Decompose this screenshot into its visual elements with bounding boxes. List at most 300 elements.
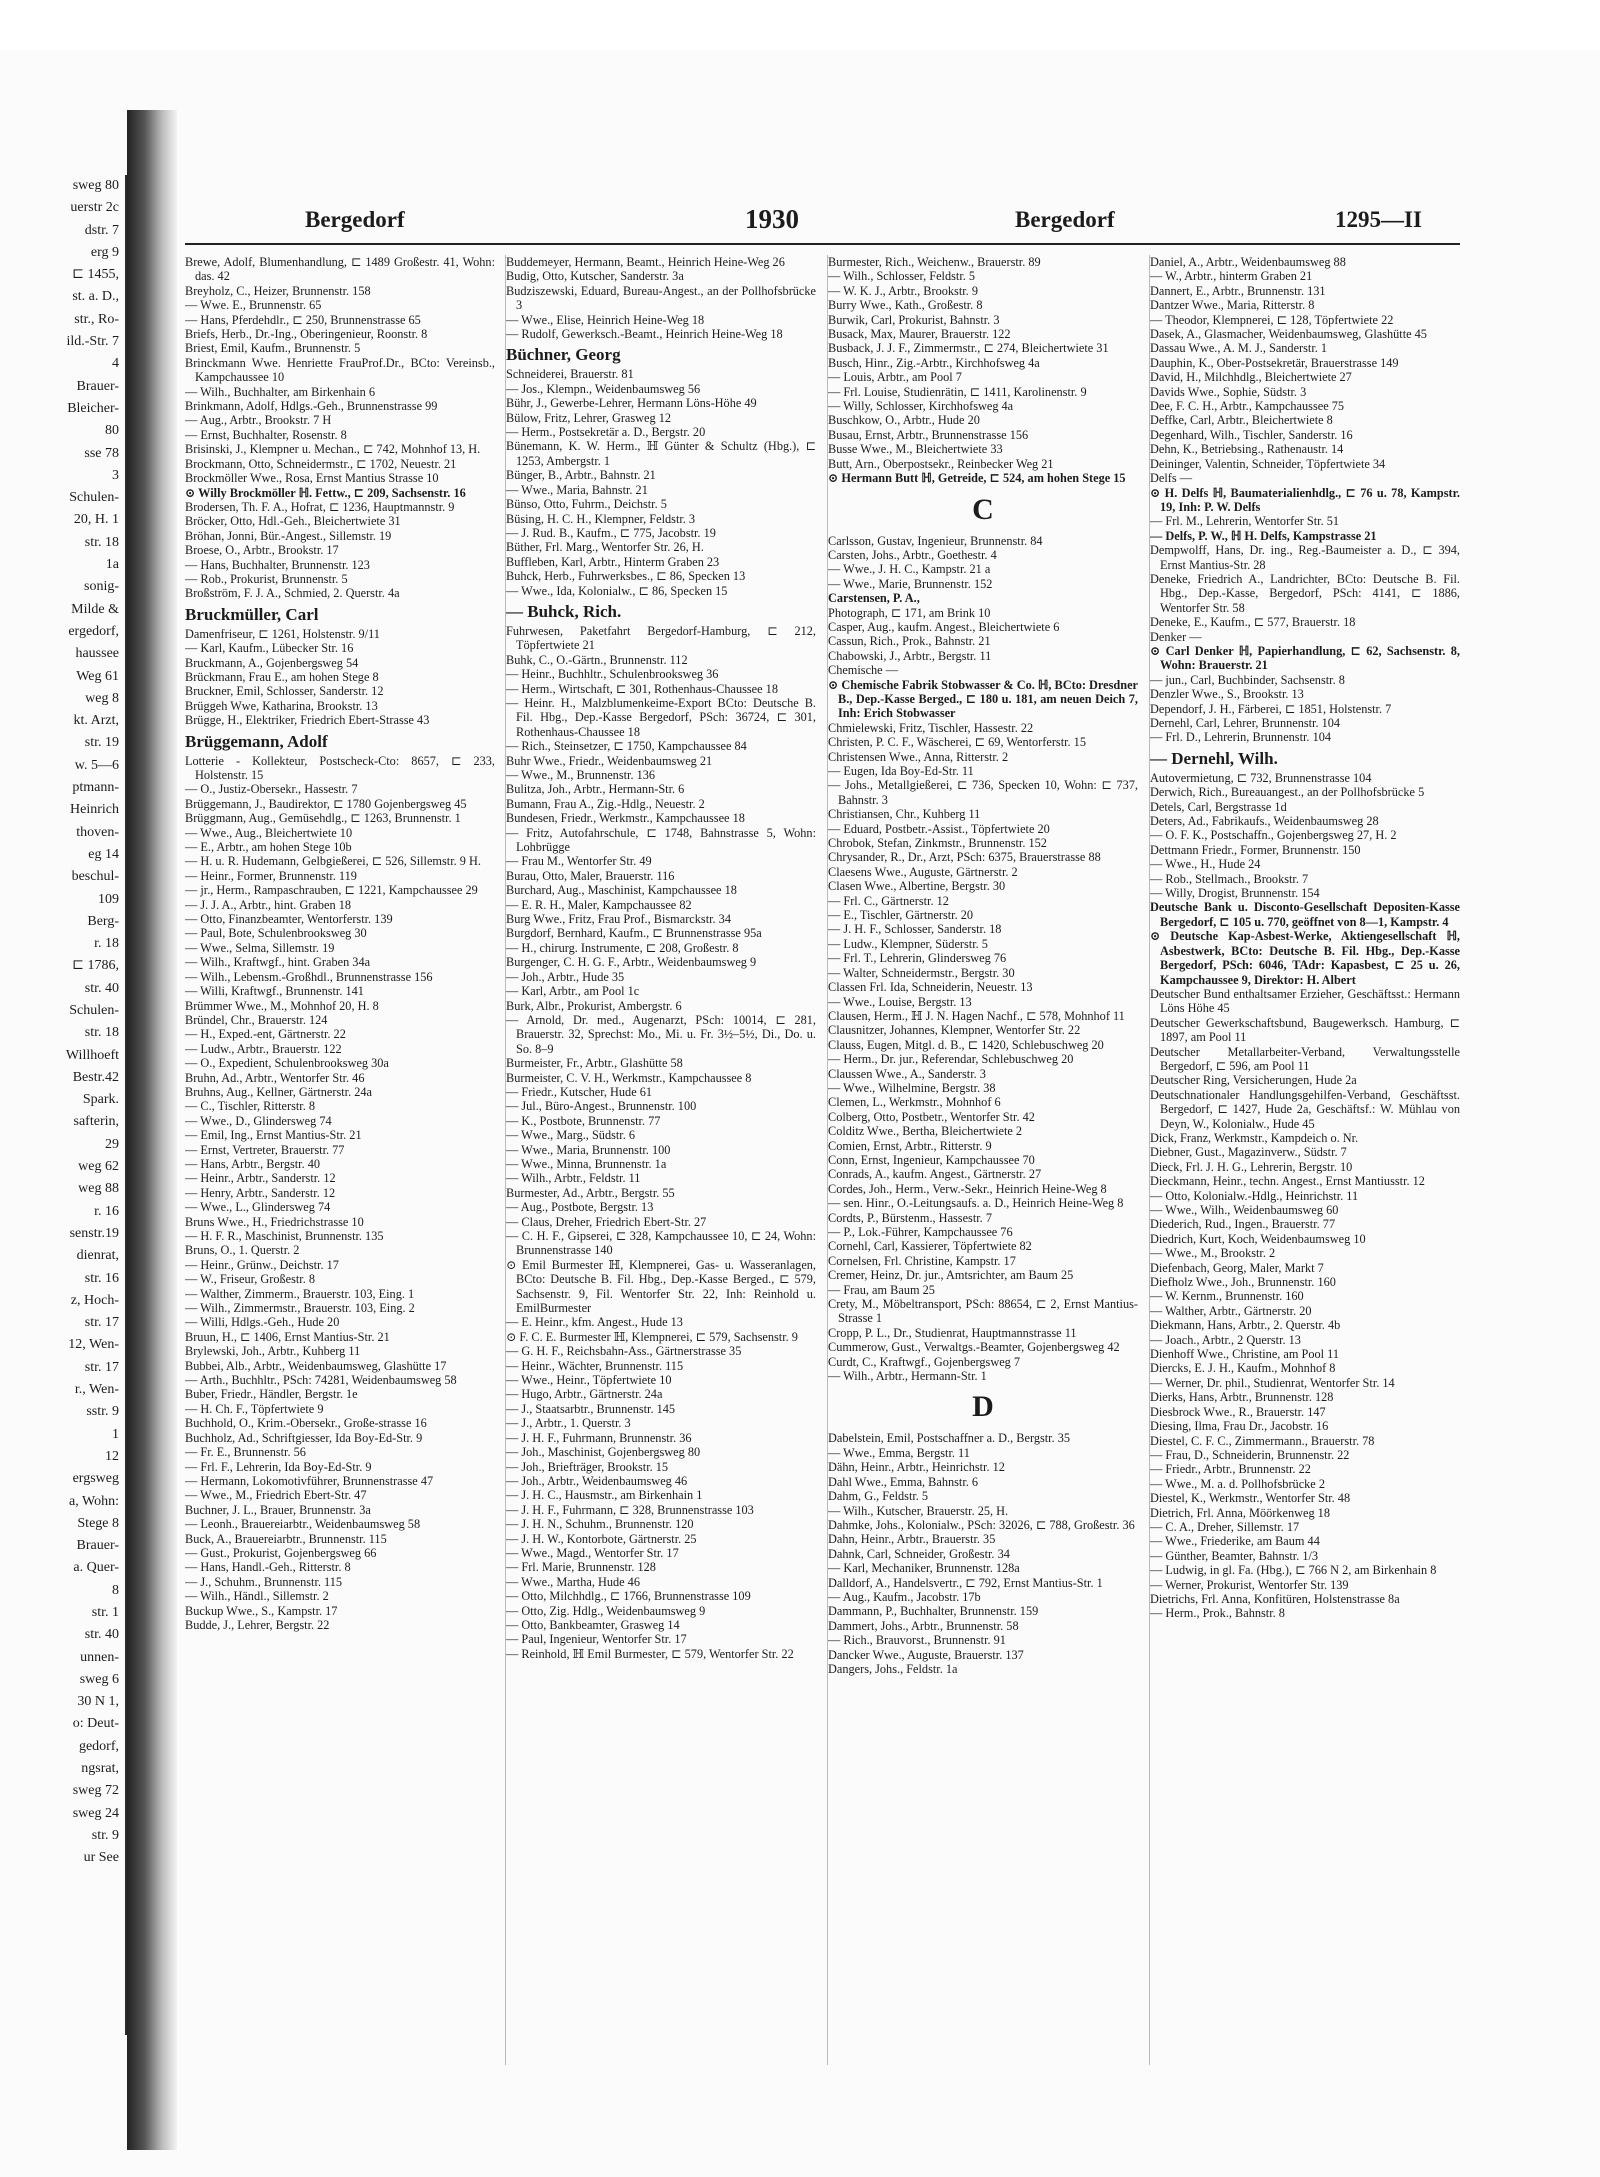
directory-column-3 bbox=[827, 255, 1138, 2065]
directory-entry: Bühr, J., Gewerbe-Lehrer, Hermann Löns-Höhe 49 bbox=[506, 396, 757, 411]
directory-entry: Brinkmann, Adolf, Hdlgs.-Geh., Brunnenstrasse 99 bbox=[185, 399, 438, 414]
directory-entry: Buhk, C., O.-Gärtn., Brunnenstr. 112 bbox=[506, 652, 688, 667]
directory-entry: — Willy, Drogist, Brunnenstr. 154 bbox=[1150, 886, 1320, 901]
directory-entry: Broßström, F. J. A., Schmied, 2. Querstr. 4a bbox=[185, 586, 400, 601]
display-entry-name: — Buhck, Rich. bbox=[506, 601, 622, 621]
directory-entry: Breyholz, C., Heizer, Brunnenstr. 158 bbox=[185, 283, 371, 298]
margin-fragment: gedorf, bbox=[78, 1738, 119, 1754]
margin-fragment: senstr.19 bbox=[69, 1225, 119, 1241]
directory-entry: — H. Ch. F., Töpfertwiete 9 bbox=[185, 1401, 324, 1416]
directory-entry: — Frl. Marie, Brunnenstr. 128 bbox=[506, 1560, 656, 1575]
directory-entry: — Rich., Steinsetzer, ⊏ 1750, Kampchaussee 84 bbox=[506, 739, 747, 754]
directory-entry: Chabowski, J., Arbtr., Bergstr. 11 bbox=[828, 648, 992, 663]
directory-entry: Deters, Ad., Fabrikaufs., Weidenbaumsweg 28 bbox=[1150, 814, 1379, 829]
directory-entry: — O., Expedient, Schulenbrooksweg 30a bbox=[185, 1056, 389, 1071]
directory-entry: Delfs — bbox=[1150, 471, 1193, 486]
directory-entry: — Wwe., Magd., Wentorfer Str. 17 bbox=[506, 1545, 679, 1560]
directory-entry: Busback, J. J. F., Zimmermstr., ⊏ 274, Bleichertwiete 31 bbox=[828, 341, 1109, 356]
directory-entry: — Fr. E., Brunnenstr. 56 bbox=[185, 1445, 306, 1460]
directory-entry: Conn, Ernst, Ingenieur, Kampchaussee 70 bbox=[828, 1152, 1035, 1167]
directory-entry: Bünemann, K. W. Herm., ℍ Günter & Schultz (Hbg.), ⊏ 1253, Ambergstr. 1 bbox=[506, 439, 816, 468]
directory-entry: — Frl. F., Lehrerin, Ida Boy-Ed-Str. 9 bbox=[185, 1459, 372, 1474]
directory-entry: Bünger, B., Arbtr., Bahnstr. 21 bbox=[506, 468, 656, 483]
directory-entry: ⊙ Hermann Butt ℍ, Getreide, ⊏ 524, am hohen Stege 15 bbox=[828, 471, 1126, 486]
directory-entry: Diekmann, Hans, Arbtr., 2. Querstr. 4b bbox=[1150, 1318, 1341, 1333]
directory-entry: Burmeister, Fr., Arbtr., Glashütte 58 bbox=[506, 1056, 683, 1071]
directory-entry: Colditz Wwe., Bertha, Bleichertwiete 2 bbox=[828, 1124, 1023, 1139]
directory-entry: Buber, Friedr., Händler, Bergstr. 1e bbox=[185, 1387, 358, 1402]
directory-entry: — C., Tischler, Ritterstr. 8 bbox=[185, 1099, 316, 1114]
directory-entry: — W. Kernm., Brunnenstr. 160 bbox=[1150, 1289, 1304, 1304]
directory-entry: Dauphin, K., Ober-Postsekretär, Brauerstrasse 149 bbox=[1150, 355, 1399, 370]
margin-fragment: Brauer- bbox=[76, 378, 119, 394]
directory-entry: — C. A., Dreher, Sillemstr. 17 bbox=[1150, 1519, 1300, 1534]
directory-entry: Burgenger, C. H. G. F., Arbtr., Weidenbaumsweg 9 bbox=[506, 955, 757, 970]
directory-entry: Brüggmann, Aug., Gemüsehdlg., ⊏ 1263, Brunnenstr. 1 bbox=[185, 811, 461, 826]
directory-entry: Dantzer Wwe., Maria, Ritterstr. 8 bbox=[1150, 298, 1315, 313]
directory-entry: — Otto, Zig. Hdlg., Weidenbaumsweg 9 bbox=[506, 1603, 706, 1618]
directory-entry: ⊙ H. Delfs ℍ, Baumaterialienhdlg., ⊏ 76 u. 78, Kampstr. 19, Inh: P. W. Delfs bbox=[1150, 485, 1460, 514]
margin-fragment: kt. Arzt, bbox=[73, 713, 119, 729]
directory-entry: ⊙ Chemische Fabrik Stobwasser & Co. ℍ, BCto: Dresdner B., Dep.-Kasse Berged., ⊏ 180 u. 181, am neuen Deich 7, Inh: Erich Stobwasser bbox=[828, 677, 1138, 721]
directory-entry: Autovermietung, ⊏ 732, Brunnenstrasse 104 bbox=[1150, 770, 1372, 785]
directory-entry: Buchholz, Ad., Schriftgiesser, Ida Boy-Ed-Str. 9 bbox=[185, 1430, 423, 1445]
directory-entry: Brisinski, J., Klempner u. Mechan., ⊏ 742, Mohnhof 13, H. bbox=[185, 442, 481, 457]
directory-entry: — Eugen, Ida Boy-Ed-Str. 11 bbox=[828, 764, 974, 778]
directory-entry: Clasen Wwe., Albertine, Bergstr. 30 bbox=[828, 879, 1006, 894]
directory-entry: Burmester, Ad., Arbtr., Bergstr. 55 bbox=[506, 1185, 675, 1200]
book-gutter bbox=[127, 110, 177, 2150]
margin-fragment: ergedorf, bbox=[68, 623, 119, 639]
header-place-left: Bergedorf bbox=[305, 207, 405, 232]
directory-entry: Briest, Emil, Kaufm., Brunnenstr. 5 bbox=[185, 341, 361, 356]
margin-fragment: Schulen- bbox=[69, 1002, 119, 1018]
directory-entry: Chrysander, R., Dr., Arzt, PSch: 6375, Brauerstrasse 88 bbox=[828, 850, 1101, 865]
directory-entry: — Henry, Arbtr., Sanderstr. 12 bbox=[185, 1185, 336, 1200]
section-letter: C bbox=[972, 492, 994, 526]
margin-fragment: 4 bbox=[112, 356, 119, 372]
directory-entry: — Wwe., Marie, Brunnenstr. 152 bbox=[828, 576, 993, 591]
directory-entry: — Karl, Arbtr., am Pool 1c bbox=[506, 984, 640, 999]
directory-entry: Dabelstein, Emil, Postschaffner a. D., Bergstr. 35 bbox=[828, 1431, 1071, 1446]
directory-entry: — Wilh., Schlosser, Feldstr. 5 bbox=[828, 269, 976, 284]
margin-fragment: ur See bbox=[83, 1850, 119, 1866]
directory-entry: — Werner, Dr. phil., Studienrat, Wentorfer Str. 14 bbox=[1150, 1375, 1395, 1390]
directory-entry: — sen. Hinr., O.-Leitungsaufs. a. D., Heinrich Heine-Weg 8 bbox=[828, 1196, 1124, 1211]
directory-entry: Dasek, A., Glasmacher, Weidenbaumsweg, Glashütte 45 bbox=[1150, 327, 1427, 342]
directory-entry: — W. K. J., Arbtr., Brookstr. 9 bbox=[828, 283, 978, 298]
directory-entry: Christiansen, Chr., Kuhberg 11 bbox=[828, 807, 981, 822]
directory-entry: Carlsson, Gustav, Ingenieur, Brunnenstr. 84 bbox=[828, 533, 1043, 548]
directory-entry: — J. H. F., Fuhrmann, ⊏ 328, Brunnenstrasse 103 bbox=[506, 1502, 754, 1517]
directory-entry: Dammann, P., Buchhalter, Brunnenstr. 159 bbox=[828, 1604, 1039, 1619]
margin-fragment: Weg 61 bbox=[76, 668, 119, 684]
directory-entry: Buckup Wwe., S., Kampstr. 17 bbox=[185, 1603, 338, 1618]
directory-entry: — Joh., Arbtr., Weidenbaumsweg 46 bbox=[506, 1473, 688, 1488]
directory-entry: Lotterie - Kollekteur, Postscheck-Cto: 8657, ⊏ 233, Holstenstr. 15 bbox=[185, 753, 495, 782]
directory-entry: — Heinr., Buchhltr., Schulenbrooksweg 36 bbox=[506, 667, 719, 682]
display-entry-name: — Dernehl, Wilh. bbox=[1150, 748, 1278, 768]
directory-entry: Burau, Otto, Maler, Brauerstr. 116 bbox=[506, 868, 675, 883]
directory-entry: — Wilh., Arbtr., Feldstr. 11 bbox=[506, 1171, 641, 1186]
directory-entry: — Walter, Schneidermstr., Bergstr. 30 bbox=[828, 965, 1015, 980]
directory-entry: Dancker Wwe., Auguste, Brauerstr. 137 bbox=[828, 1647, 1024, 1662]
margin-fragment: sonig- bbox=[84, 579, 119, 595]
directory-entry: Bruhns, Aug., Kellner, Gärtnerstr. 24a bbox=[185, 1084, 372, 1099]
margin-fragment: Bestr.42 bbox=[72, 1069, 119, 1085]
directory-entry: — Wwe., Maria, Brunnenstr. 100 bbox=[506, 1142, 671, 1157]
directory-entry: — Rob., Prokurist, Brunnenstr. 5 bbox=[185, 571, 348, 586]
directory-entry: — H., chirurg. Instrumente, ⊏ 208, Großestr. 8 bbox=[506, 940, 739, 955]
directory-entry: — Joh., Arbtr., Hude 35 bbox=[506, 969, 625, 984]
directory-entry: — Ludw., Arbtr., Brauerstr. 122 bbox=[185, 1041, 342, 1056]
margin-fragment: str. 1 bbox=[91, 1605, 119, 1620]
directory-entry: — Hermann, Lokomotivführer, Brunnenstrasse 47 bbox=[185, 1473, 434, 1488]
margin-fragment: ild.-Str. 7 bbox=[66, 334, 119, 350]
margin-fragment: 109 bbox=[98, 891, 119, 907]
directory-entry: Clausnitzer, Johannes, Klempner, Wentorfer Str. 22 bbox=[828, 1023, 1081, 1038]
directory-entry: Bundesen, Friedr., Werkmstr., Kampchaussee 18 bbox=[506, 811, 745, 826]
directory-entry: Bröhan, Jonni, Bür.-Angest., Sillemstr. 19 bbox=[185, 528, 392, 543]
margin-fragment: str. 40 bbox=[84, 980, 119, 996]
directory-entry: — Ludw., Klempner, Süderstr. 5 bbox=[828, 936, 988, 951]
directory-entry: — Wilh., Kraftwgf., hint. Graben 34a bbox=[185, 955, 371, 970]
margin-fragment: uerstr 2c bbox=[70, 200, 119, 216]
directory-entry: Bruns, O., 1. Querstr. 2 bbox=[185, 1243, 300, 1258]
directory-entry: — Reinhold, ℍ Emil Burmester, ⊏ 579, Wentorfer Str. 22 bbox=[506, 1646, 794, 1661]
directory-entry: — Ludwig, in gl. Fa. (Hbg.), ⊏ 766 N 2, am Birkenhain 8 bbox=[1150, 1563, 1437, 1578]
margin-fragment: ptmann- bbox=[72, 780, 119, 796]
directory-entry: Bülow, Fritz, Lehrer, Grasweg 12 bbox=[506, 410, 672, 425]
directory-entry: Diederich, Rud., Ingen., Brauerstr. 77 bbox=[1150, 1217, 1336, 1232]
directory-entry: Bründel, Chr., Brauerstr. 124 bbox=[185, 1012, 328, 1027]
directory-entry: Chrobok, Stefan, Zinkmstr., Brunnenstr. 152 bbox=[828, 836, 1047, 851]
margin-fragment: 30 N 1, bbox=[77, 1694, 119, 1710]
directory-entry: Bubbei, Alb., Arbtr., Weidenbaumsweg, Glashütte 17 bbox=[185, 1358, 447, 1373]
directory-entry: — Otto, Milchhdlg., ⊏ 1766, Brunnenstrasse 109 bbox=[506, 1589, 751, 1604]
directory-entry: — E., Tischler, Gärtnerstr. 20 bbox=[828, 908, 974, 923]
margin-fragment: Berg- bbox=[87, 913, 119, 929]
directory-entry: — Wwe., M., Brunnenstr. 136 bbox=[506, 768, 656, 782]
directory-entry: — Leonh., Brauereiarbtr., Weidenbaumsweg 58 bbox=[185, 1517, 421, 1532]
directory-entry: — Wwe., Wilh., Weidenbaumsweg 60 bbox=[1150, 1203, 1339, 1217]
directory-entry: Daniel, A., Arbtr., Weidenbaumsweg 88 bbox=[1150, 255, 1346, 269]
directory-entry: Diesbrock Wwe., R., Brauerstr. 147 bbox=[1150, 1404, 1326, 1419]
directory-entry: Briefs, Herb., Dr.-Ing., Oberingenieur, Roonstr. 8 bbox=[185, 327, 428, 342]
directory-entry: Christen, P. C. F., Wäscherei, ⊏ 69, Wentorferstr. 15 bbox=[828, 735, 1086, 750]
directory-entry: Bulitza, Joh., Arbtr., Hermann-Str. 6 bbox=[506, 782, 685, 797]
margin-fragment: a. Quer- bbox=[73, 1560, 119, 1576]
directory-entry: — Johs., Metallgießerei, ⊏ 736, Specken 10, Wohn: ⊏ 737, Bahnstr. 3 bbox=[828, 778, 1138, 807]
directory-entry: Cordes, Joh., Herm., Verw.-Sekr., Heinrich Heine-Weg 8 bbox=[828, 1181, 1107, 1196]
margin-fragment: haussee bbox=[75, 646, 119, 662]
directory-entry: — Emil, Ing., Ernst Mantius-Str. 21 bbox=[185, 1128, 362, 1143]
margin-fragment: 29 bbox=[105, 1136, 119, 1152]
margin-fragment: Schulen- bbox=[69, 490, 119, 506]
directory-entry: — Willy, Schlosser, Kirchhofsweg 4a bbox=[828, 399, 1014, 414]
header-year: 1930 bbox=[745, 204, 799, 234]
directory-entry: Burmester, Rich., Weichenw., Brauerstr. 89 bbox=[828, 255, 1041, 269]
directory-entry: — Otto, Bankbeamter, Grasweg 14 bbox=[506, 1617, 680, 1632]
margin-fragment: str. 18 bbox=[84, 534, 119, 550]
directory-entry: Burmeister, C. V. H., Werkmstr., Kampchaussee 8 bbox=[506, 1070, 752, 1085]
margin-fragment: unnen- bbox=[80, 1649, 119, 1665]
directory-entry: Dienhoff Wwe., Christine, am Pool 11 bbox=[1150, 1347, 1339, 1362]
directory-entry: Broese, O., Arbtr., Brookstr. 17 bbox=[185, 543, 339, 558]
margin-fragment: 12 bbox=[105, 1448, 119, 1464]
directory-entry: — W., Friseur, Großestr. 8 bbox=[185, 1272, 315, 1287]
directory-entry: — Heinr., Grünw., Deichstr. 17 bbox=[185, 1257, 339, 1272]
directory-entry: Brockmöller Wwe., Rosa, Ernst Mantius Strasse 10 bbox=[185, 471, 439, 486]
directory-entry: — H., Exped.-ent, Gärtnerstr. 22 bbox=[185, 1027, 346, 1042]
directory-entry: Buschkow, O., Arbtr., Hude 20 bbox=[828, 413, 980, 428]
directory-entry: — Paul, Ingenieur, Wentorfer Str. 17 bbox=[506, 1632, 687, 1647]
directory-entry: — Karl, Mechaniker, Brunnenstr. 128a bbox=[828, 1561, 1020, 1576]
directory-entry: — Walther, Arbtr., Gärtnerstr. 20 bbox=[1150, 1303, 1312, 1318]
directory-entry: — jun., Carl, Buchbinder, Sachsenstr. 8 bbox=[1150, 672, 1345, 687]
directory-entry: — Wwe. E., Brunnenstr. 65 bbox=[185, 298, 322, 313]
directory-entry: Clauss, Eugen, Mitgl. d. B., ⊏ 1420, Schlebuschweg 20 bbox=[828, 1037, 1104, 1052]
margin-fragment: sweg 72 bbox=[72, 1783, 119, 1799]
directory-entry: Dieck, Frl. J. H. G., Lehrerin, Bergstr. 10 bbox=[1150, 1159, 1353, 1174]
directory-entry: Büther, Frl. Marg., Wentorfer Str. 26, H. bbox=[506, 540, 704, 555]
display-entry-name: Bruckmüller, Carl bbox=[185, 604, 319, 624]
directory-entry: Brockmann, Otto, Schneidermstr., ⊏ 1702, Neuestr. 21 bbox=[185, 456, 457, 471]
directory-entry: Buchhold, O., Krim.-Obersekr., Große-strasse 16 bbox=[185, 1416, 427, 1431]
directory-entry: — Gust., Prokurist, Gojenbergsweg 66 bbox=[185, 1545, 377, 1560]
margin-fragment: str. 40 bbox=[84, 1627, 119, 1643]
margin-fragment: str. 18 bbox=[84, 1025, 119, 1041]
directory-entry: Dependorf, J. H., Färberei, ⊏ 1851, Holstenstr. 7 bbox=[1150, 701, 1392, 716]
margin-fragment: w. 5—6 bbox=[74, 757, 119, 773]
directory-entry: Cornelsen, Frl. Christine, Kampstr. 17 bbox=[828, 1253, 1016, 1268]
directory-entry: Dammert, Johs., Arbtr., Brunnenstr. 58 bbox=[828, 1618, 1019, 1633]
directory-entry: Clausen, Herm., ℍ J. N. Hagen Nachf., ⊏ 578, Mohnhof 11 bbox=[828, 1008, 1125, 1023]
directory-entry: Buhr Wwe., Friedr., Weidenbaumsweg 21 bbox=[506, 753, 713, 768]
directory-entry: Crety, M., Möbeltransport, PSch: 88654, ⊏ 2, Ernst Mantius-Strasse 1 bbox=[828, 1297, 1138, 1326]
directory-entry: Dahnk, Carl, Schneider, Großestr. 34 bbox=[828, 1546, 1010, 1561]
directory-entry: — Herm., Postsekretär a. D., Bergstr. 20 bbox=[506, 425, 706, 440]
directory-entry: Detels, Carl, Bergstrasse 1d bbox=[1150, 799, 1287, 814]
directory-entry: — Frl. T., Lehrerin, Glindersweg 76 bbox=[828, 951, 1007, 966]
margin-fragment: str. 17 bbox=[84, 1315, 119, 1331]
directory-entry: Curdt, C., Kraftwgf., Gojenbergsweg 7 bbox=[828, 1354, 1021, 1369]
directory-entry: — Heinr., Arbtr., Sanderstr. 12 bbox=[185, 1171, 336, 1186]
directory-entry: — P., Lok.-Führer, Kampchaussee 76 bbox=[828, 1225, 1013, 1239]
margin-fragment: Milde & bbox=[71, 601, 119, 617]
margin-fragment: Bleicher- bbox=[67, 400, 119, 416]
directory-entry: Diesing, Ilma, Frau Dr., Jacobstr. 16 bbox=[1150, 1419, 1329, 1434]
directory-entry: — Wilh., Buchhalter, am Birkenhain 6 bbox=[185, 384, 376, 399]
directory-entry: Comien, Ernst, Arbtr., Ritterstr. 9 bbox=[828, 1138, 992, 1153]
directory-entry: — E. Heinr., kfm. Angest., Hude 13 bbox=[506, 1315, 683, 1330]
directory-entry: — Wwe., Aug., Bleichertwiete 10 bbox=[185, 825, 353, 840]
directory-entry: ⊙ Deutsche Kap-Asbest-Werke, Aktiengesellschaft ℍ, Asbestwerk, BCto: Deutsche B. Fil. Hbg., Dep.-Kasse Bergedorf, PSch: 6046, TAdr: Kapasbest, ⊏ 25 u. 26, Kampchaussee 9, Direktor: H. Albert bbox=[1150, 929, 1460, 987]
directory-entry: — Rudolf, Gewerksch.-Beamt., Heinrich Heine-Weg 18 bbox=[506, 327, 783, 342]
directory-entry: Claesens Wwe., Auguste, Gärtnerstr. 2 bbox=[828, 864, 1018, 879]
directory-entry: Burry Wwe., Kath., Großestr. 8 bbox=[828, 298, 983, 313]
directory-entry: Deutscher Bund enthaltsamer Erzieher, Geschäftsst.: Hermann Löns Höhe 45 bbox=[1150, 986, 1460, 1016]
directory-entry: Photograph, ⊏ 171, am Brink 10 bbox=[828, 605, 991, 620]
directory-entry: Dierks, Hans, Arbtr., Brunnenstr. 128 bbox=[1150, 1390, 1334, 1405]
directory-entry: — Arnold, Dr. med., Augenarzt, PSch: 10014, ⊏ 281, Brauerstr. 32, Sprechst: Mo., Mi. u. Fr. 3½–5½, Di., Do. u. So. 8–9 bbox=[506, 1012, 816, 1056]
directory-entry: Bruns Wwe., H., Friedrichstrasse 10 bbox=[185, 1214, 364, 1229]
directory-entry: Deutsche Bank u. Disconto-Gesellschaft Depositen-Kasse Bergedorf, ⊏ 105 u. 770, geöffnet von 8—1, Kampstr. 4 bbox=[1150, 900, 1460, 929]
margin-fragment: sstr. 9 bbox=[86, 1404, 119, 1420]
directory-entry: Dalldorf, A., Handelsvertr., ⊏ 792, Ernst Mantius-Str. 1 bbox=[828, 1575, 1103, 1590]
margin-fragment: erg 9 bbox=[90, 244, 119, 260]
directory-entry: — G. H. F., Reichsbahn-Ass., Gärtnerstrasse 35 bbox=[506, 1344, 742, 1359]
directory-entry: — Wwe., M. a. d. Pollhofsbrücke 2 bbox=[1150, 1476, 1325, 1491]
margin-fragment: ⊏ 1786, bbox=[72, 958, 119, 974]
directory-entry: Brügge, H., Elektriker, Friedrich Ebert-Strasse 43 bbox=[185, 713, 430, 728]
directory-entry: Dietrich, Frl. Anna, Möörkenweg 18 bbox=[1150, 1505, 1330, 1520]
directory-entry: — Frl. Louise, Studienrätin, ⊏ 1411, Karolinenstr. 9 bbox=[828, 384, 1087, 399]
directory-entry: — Otto, Kolonialw.-Hdlg., Heinrichstr. 11 bbox=[1150, 1188, 1359, 1203]
directory-entry: Bünso, Otto, Fuhrm., Deichstr. 5 bbox=[506, 497, 667, 512]
directory-entry: Deutscher Gewerkschaftsbund, Baugewerksch. Hamburg, ⊏ 1897, am Pool 11 bbox=[1150, 1015, 1460, 1045]
directory-entry: — Frau, D., Schneiderin, Brunnenstr. 22 bbox=[1150, 1447, 1350, 1462]
directory-entry: ⊙ Willy Brockmöller ℍ. Fettw., ⊏ 209, Sachsenstr. 16 bbox=[185, 485, 466, 500]
display-entry-name: Brüggemann, Adolf bbox=[185, 731, 328, 751]
directory-entry: — Friedr., Kutscher, Hude 61 bbox=[506, 1084, 653, 1099]
directory-entry: Dieckmann, Heinr., techn. Angest., Ernst Mantiusstr. 12 bbox=[1150, 1174, 1425, 1189]
directory-entry: — Wwe., H., Hude 24 bbox=[1150, 857, 1261, 872]
directory-entry: — Wilh., Lebensm.-Großhdl., Brunnenstrasse 156 bbox=[185, 969, 433, 984]
directory-entry: — Hugo, Arbtr., Gärtnerstr. 24a bbox=[506, 1387, 663, 1402]
directory-entry: ⊙ F. C. E. Burmester ℍ, Klempnerei, ⊏ 579, Sachsenstr. 9 bbox=[506, 1329, 798, 1344]
directory-entry: — Aug., Kaufm., Jacobstr. 17b bbox=[828, 1589, 981, 1604]
directory-entry: — Jos., Klempn., Weidenbaumsweg 56 bbox=[506, 381, 701, 396]
directory-entry: — Louis, Arbtr., am Pool 7 bbox=[828, 370, 962, 385]
directory-entry: Deneke, Friedrich A., Landrichter, BCto: Deutsche B. Fil. Hbg., Dep.-Kasse, Bergedorf, PSch: 4141, ⊏ 1886, Wentorfer Str. 58 bbox=[1150, 571, 1460, 615]
directory-entry: Cordts, P., Bürstenm., Hassestr. 7 bbox=[828, 1210, 992, 1225]
margin-fragment: a, Wohn: bbox=[69, 1493, 119, 1509]
directory-entry: — Ernst, Buchhalter, Rosenstr. 8 bbox=[185, 427, 347, 442]
margin-fragment: weg 88 bbox=[78, 1181, 119, 1197]
directory-entry: — Herm., Prok., Bahnstr. 8 bbox=[1150, 1606, 1285, 1621]
margin-fragment: sse 78 bbox=[84, 445, 119, 461]
directory-entry: Clemen, L., Werkmstr., Mohnhof 6 bbox=[828, 1095, 1001, 1110]
directory-entry: Dee, F. C. H., Arbtr., Kampchaussee 75 bbox=[1150, 399, 1345, 414]
directory-entry: Chemische — bbox=[828, 663, 899, 678]
directory-entry: — Wilh., Arbtr., Hermann-Str. 1 bbox=[828, 1369, 987, 1384]
directory-entry: Dick, Franz, Werkmstr., Kampdeich o. Nr. bbox=[1150, 1130, 1359, 1145]
directory-entry: Diestel, C. F. C., Zimmermann., Brauerstr. 78 bbox=[1150, 1433, 1375, 1448]
directory-entry: — Wwe., Marg., Südstr. 6 bbox=[506, 1128, 636, 1143]
directory-entry: Damenfriseur, ⊏ 1261, Holstenstr. 9/11 bbox=[185, 626, 380, 641]
directory-entry: — Fritz, Autofahrschule, ⊏ 1748, Bahnstrasse 5, Wohn: Lohbrügge bbox=[506, 825, 816, 855]
directory-entry: Brüggemann, J., Baudirektor, ⊏ 1780 Gojenbergsweg 45 bbox=[185, 796, 467, 811]
directory-entry: Dahm, G., Feldstr. 5 bbox=[828, 1489, 929, 1504]
margin-fragment: weg 8 bbox=[85, 690, 119, 706]
directory-page bbox=[185, 195, 1460, 2075]
margin-fragment: str. 17 bbox=[84, 1359, 119, 1375]
directory-entry: — Herm., Wirtschaft, ⊏ 301, Rothenhaus-Chaussee 18 bbox=[506, 681, 778, 696]
margin-fragment: 12, Wen- bbox=[68, 1337, 119, 1353]
directory-entry: Cropp, P. L., Dr., Studienrat, Hauptmannstrasse 11 bbox=[828, 1325, 1077, 1340]
directory-column-1 bbox=[185, 255, 495, 2065]
directory-entry: — Jul., Büro-Angest., Brunnenstr. 100 bbox=[506, 1099, 697, 1114]
scan-background bbox=[0, 50, 1600, 2177]
directory-entry: Busch, Hinr., Zig.-Arbtr., Kirchhofsweg 4a bbox=[828, 355, 1040, 370]
margin-fragment: 20, H. 1 bbox=[73, 512, 119, 528]
margin-fragment: 1a bbox=[105, 557, 119, 573]
directory-entry: — Wwe., D., Glindersweg 74 bbox=[185, 1113, 332, 1128]
directory-entry: — Wilh., Zimmermstr., Brauerstr. 103, Eing. 2 bbox=[185, 1301, 415, 1316]
directory-entry: — Heinr., Former, Brunnenstr. 119 bbox=[185, 868, 357, 883]
page-header bbox=[185, 195, 1460, 245]
directory-entry: — Frl. M., Lehrerin, Wentorfer Str. 51 bbox=[1150, 514, 1340, 529]
directory-entry: — J. J. A., Arbtr., hint. Graben 18 bbox=[185, 897, 352, 912]
directory-entry: Butt, Arn., Oberpostsekr., Reinbecker Weg 21 bbox=[828, 456, 1054, 471]
directory-entry: Buchner, J. L., Brauer, Brunnenstr. 3a bbox=[185, 1502, 371, 1517]
margin-fragment: ngsrat, bbox=[81, 1761, 119, 1777]
margin-fragment: str. 9 bbox=[91, 1827, 119, 1843]
directory-entry: Bruun, H., ⊏ 1406, Ernst Mantius-Str. 21 bbox=[185, 1329, 390, 1344]
directory-entry: — Arth., Buchhltr., PSch: 74281, Weidenbaumsweg 58 bbox=[185, 1373, 457, 1388]
directory-entry: Brückmann, Frau E., am hohen Stege 8 bbox=[185, 669, 379, 684]
directory-entry: Schneiderei, Brauerstr. 81 bbox=[506, 367, 634, 382]
directory-entry: — J., Staatsarbtr., Brunnenstr. 145 bbox=[506, 1401, 676, 1416]
directory-entry: Brümmer Wwe., M., Mohnhof 20, H. 8 bbox=[185, 998, 379, 1013]
directory-entry: Diefenbach, Georg, Maler, Markt 7 bbox=[1150, 1260, 1324, 1275]
directory-entry: — J. H. F., Fuhrmann, Brunnenstr. 36 bbox=[506, 1430, 692, 1445]
directory-entry: Denzler Wwe., S., Brookstr. 13 bbox=[1150, 687, 1304, 702]
directory-entry: Cornehl, Carl, Kassierer, Töpfertwiete 82 bbox=[828, 1239, 1032, 1254]
directory-entry: — Hans, Handl.-Geh., Ritterstr. 8 bbox=[185, 1560, 351, 1575]
directory-entry: — Wilh., Kutscher, Brauerstr. 25, H. bbox=[828, 1503, 1009, 1518]
directory-entry: — Heinr., Wächter, Brunnenstr. 115 bbox=[506, 1358, 684, 1373]
directory-entry: Burk, Albr., Prokurist, Ambergstr. 6 bbox=[506, 998, 682, 1013]
directory-entry: — Heinr. H., Malzblumenkeime-Export BCto: Deutsche B. Fil. Hbg., Dep.-Kasse Bergedorf, PSch: 36724, ⊏ 301, Rothenhaus-Chaussee 18 bbox=[506, 695, 816, 739]
directory-entry: Diercks, E. J. H., Kaufm., Mohnhof 8 bbox=[1150, 1361, 1336, 1376]
directory-entry: Dahl Wwe., Emma, Bahnstr. 6 bbox=[828, 1474, 979, 1489]
directory-entry: — J. H. F., Schlosser, Sanderstr. 18 bbox=[828, 922, 1002, 937]
directory-entry: Denker — bbox=[1150, 629, 1202, 644]
directory-entry: Dassau Wwe., A. M. J., Sanderstr. 1 bbox=[1150, 341, 1328, 356]
margin-fragment: Heinrich bbox=[70, 802, 119, 818]
directory-entry: Deutscher Ring, Versicherungen, Hude 2a bbox=[1150, 1073, 1357, 1088]
directory-entry: — Wwe., Minna, Brunnenstr. 1a bbox=[506, 1156, 667, 1171]
margin-fragment: r. 18 bbox=[94, 936, 119, 952]
directory-entry: — Joh., Maschinist, Gojenbergsweg 80 bbox=[506, 1445, 701, 1460]
directory-entry: Classen Frl. Ida, Schneiderin, Neuestr. 13 bbox=[828, 980, 1033, 995]
directory-entry: Busack, Max, Maurer, Brauerstr. 122 bbox=[828, 327, 1011, 342]
directory-entry: Buffleben, Karl, Arbtr., Hinterm Graben 23 bbox=[506, 554, 720, 569]
directory-entry: — Joh., Briefträger, Brookstr. 15 bbox=[506, 1459, 669, 1474]
header-place-right: Bergedorf bbox=[1015, 207, 1115, 232]
directory-entry: Carstensen, P. A., bbox=[828, 591, 920, 606]
directory-entry: — Wwe., Maria, Bahnstr. 21 bbox=[506, 482, 648, 497]
directory-column-2 bbox=[505, 255, 816, 2065]
directory-entry: — J. H. W., Kontorbote, Gärtnerstr. 25 bbox=[506, 1531, 697, 1546]
directory-entry: — E. R. H., Maler, Kampchaussee 82 bbox=[506, 897, 692, 912]
margin-fragment: thoven- bbox=[76, 824, 119, 840]
margin-fragment: safterin, bbox=[73, 1114, 119, 1130]
directory-entry: Deneke, E., Kaufm., ⊏ 577, Brauerstr. 18 bbox=[1150, 615, 1356, 630]
directory-entry: Cremer, Heinz, Dr. jur., Amtsrichter, am Baum 25 bbox=[828, 1268, 1074, 1283]
directory-entry: — Wwe., Emma, Bergstr. 11 bbox=[828, 1445, 970, 1460]
directory-entry: — O. F. K., Postschaffn., Gojenbergsweg 27, H. 2 bbox=[1150, 828, 1397, 843]
directory-entry: Fuhrwesen, Paketfahrt Bergedorf-Hamburg, ⊏ 212, Töpfertwiete 21 bbox=[506, 623, 816, 653]
directory-entry: Diefholz Wwe., Joh., Brunnenstr. 160 bbox=[1150, 1275, 1336, 1290]
directory-entry: Dahn, Heinr., Arbtr., Brauerstr. 35 bbox=[828, 1532, 996, 1547]
directory-entry: Diedrich, Kurt, Koch, Weidenbaumsweg 10 bbox=[1150, 1231, 1366, 1246]
directory-entry: Casper, Aug., kaufm. Angest., Bleichertwiete 6 bbox=[828, 619, 1060, 634]
directory-entry: Budziszewski, Eduard, Bureau-Angest., an der Pollhofsbrücke 3 bbox=[506, 283, 816, 313]
directory-entry: Budig, Otto, Kutscher, Sanderstr. 3a bbox=[506, 269, 684, 284]
